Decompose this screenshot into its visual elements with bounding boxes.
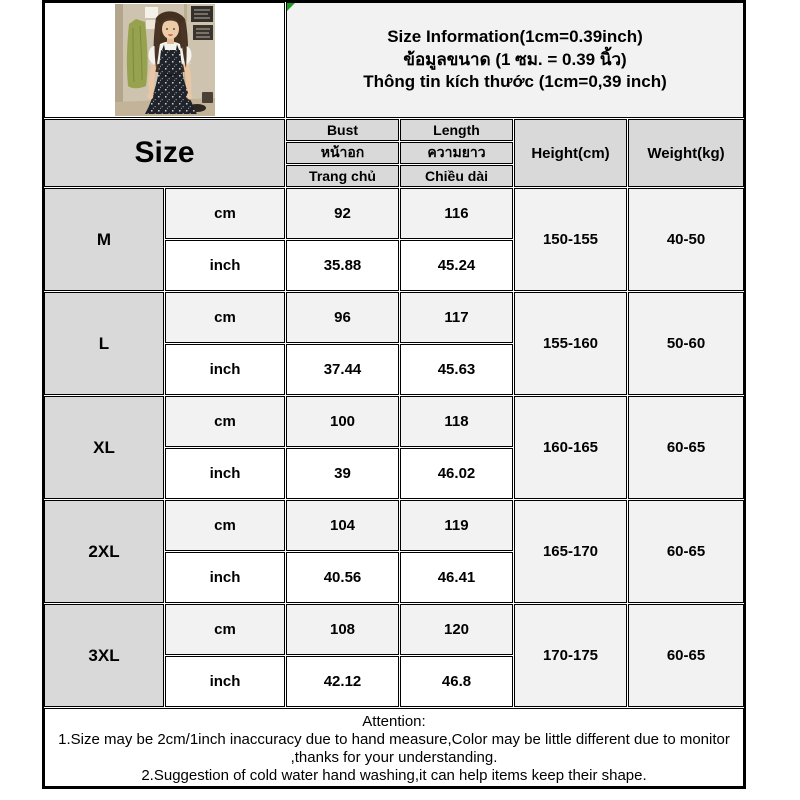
title-line-vi: Thông tin kích thước (1cm=0,39 inch) bbox=[363, 72, 667, 92]
length-cm-value: 117 bbox=[400, 292, 513, 343]
attention-heading: Attention: bbox=[362, 713, 426, 730]
weight-value: 40-50 bbox=[628, 188, 744, 291]
bust-header-en: Bust bbox=[286, 119, 399, 141]
height-value: 165-170 bbox=[514, 500, 627, 603]
length-header-vi: Chiều dài bbox=[400, 165, 513, 187]
size-info-title-cell bbox=[286, 2, 744, 118]
unit-label-cm: cm bbox=[165, 396, 285, 447]
bust-cm-value: 100 bbox=[286, 396, 399, 447]
height-value: 155-160 bbox=[514, 292, 627, 395]
attention-line-2: 2.Suggestion of cold water hand washing,it can help items keep their shape. bbox=[141, 767, 647, 784]
length-inch-value: 46.41 bbox=[400, 552, 513, 603]
title-line-en: Size Information(1cm=0.39inch) bbox=[387, 26, 643, 46]
product-photo-image bbox=[115, 4, 215, 116]
unit-label-cm: cm bbox=[165, 292, 285, 343]
size-cell-M: M bbox=[44, 188, 164, 291]
bust-inch-value: 42.12 bbox=[286, 656, 399, 707]
bust-inch-value: 35.88 bbox=[286, 240, 399, 291]
height-value: 160-165 bbox=[514, 396, 627, 499]
unit-label-inch: inch bbox=[165, 552, 285, 603]
unit-label-cm: cm bbox=[165, 604, 285, 655]
unit-label-inch: inch bbox=[165, 448, 285, 499]
weight-column-header: Weight(kg) bbox=[628, 119, 744, 187]
bust-cm-value: 104 bbox=[286, 500, 399, 551]
length-inch-value: 46.02 bbox=[400, 448, 513, 499]
bust-inch-value: 37.44 bbox=[286, 344, 399, 395]
length-inch-value: 45.24 bbox=[400, 240, 513, 291]
weight-value: 60-65 bbox=[628, 396, 744, 499]
height-value: 170-175 bbox=[514, 604, 627, 707]
unit-label-inch: inch bbox=[165, 656, 285, 707]
size-cell-XL: XL bbox=[44, 396, 164, 499]
length-header-th: ความยาว bbox=[400, 142, 513, 164]
size-cell-3XL: 3XL bbox=[44, 604, 164, 707]
bust-cm-value: 96 bbox=[286, 292, 399, 343]
attention-line-1: 1.Size may be 2cm/1inch inaccuracy due to hand measure,Color may be little different due to monitor ,thanks for your understanding. bbox=[58, 731, 730, 766]
weight-value: 60-65 bbox=[628, 500, 744, 603]
unit-label-cm: cm bbox=[165, 500, 285, 551]
length-inch-value: 46.8 bbox=[400, 656, 513, 707]
length-cm-value: 120 bbox=[400, 604, 513, 655]
cell-corner-marker bbox=[287, 3, 295, 11]
unit-label-cm: cm bbox=[165, 188, 285, 239]
weight-value: 60-65 bbox=[628, 604, 744, 707]
unit-label-inch: inch bbox=[165, 344, 285, 395]
unit-label-inch: inch bbox=[165, 240, 285, 291]
product-photo-cell bbox=[44, 2, 285, 118]
size-cell-L: L bbox=[44, 292, 164, 395]
length-cm-value: 119 bbox=[400, 500, 513, 551]
length-cm-value: 116 bbox=[400, 188, 513, 239]
bust-cm-value: 92 bbox=[286, 188, 399, 239]
bust-inch-value: 40.56 bbox=[286, 552, 399, 603]
height-column-header: Height(cm) bbox=[514, 119, 627, 187]
size-table bbox=[42, 0, 746, 789]
bust-header-vi: Trang chủ bbox=[286, 165, 399, 187]
length-cm-value: 118 bbox=[400, 396, 513, 447]
size-column-header: Size bbox=[44, 119, 285, 187]
weight-value: 50-60 bbox=[628, 292, 744, 395]
bust-header-th: หน้าอก bbox=[286, 142, 399, 164]
bust-inch-value: 39 bbox=[286, 448, 399, 499]
length-inch-value: 45.63 bbox=[400, 344, 513, 395]
size-cell-2XL: 2XL bbox=[44, 500, 164, 603]
title-line-th: ข้อมูลขนาด (1 ซม. = 0.39 นิ้ว) bbox=[403, 49, 627, 69]
bust-cm-value: 108 bbox=[286, 604, 399, 655]
attention-note bbox=[44, 708, 744, 787]
height-value: 150-155 bbox=[514, 188, 627, 291]
length-header-en: Length bbox=[400, 119, 513, 141]
